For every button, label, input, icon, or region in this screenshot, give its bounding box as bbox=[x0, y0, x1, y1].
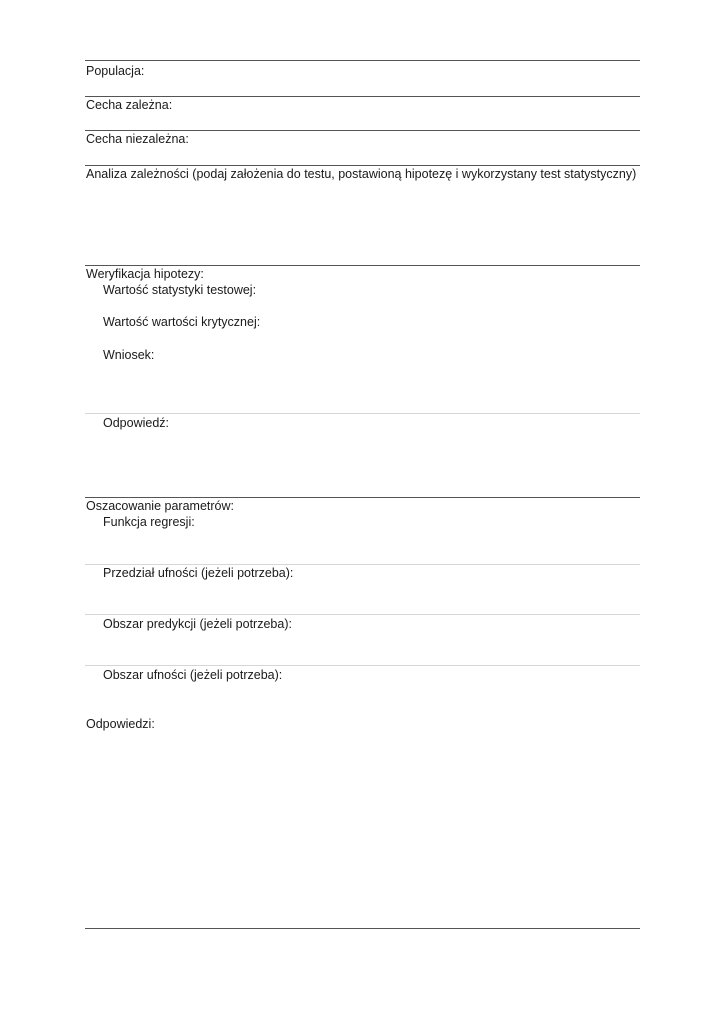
krytyczna-label: Wartość wartości krytycznej: bbox=[103, 315, 261, 329]
divider bbox=[85, 928, 640, 929]
funkcja-label: Funkcja regresji: bbox=[103, 515, 195, 529]
populacja-label: Populacja: bbox=[86, 64, 145, 78]
divider bbox=[85, 665, 640, 666]
przedzial-label: Przedział ufności (jeżeli potrzeba): bbox=[103, 566, 294, 580]
divider bbox=[85, 413, 640, 414]
cecha-zalezna-label: Cecha zależna: bbox=[86, 98, 173, 112]
divider bbox=[85, 60, 640, 61]
ufnosci-label: Obszar ufności (jeżeli potrzeba): bbox=[103, 668, 283, 682]
divider bbox=[85, 564, 640, 565]
divider bbox=[85, 130, 640, 131]
analiza-label: Analiza zależności (podaj założenia do testu, postawioną hipotezę i wykorzystany test statystyczny) bbox=[86, 167, 637, 181]
divider bbox=[85, 497, 640, 498]
odpowiedz-label: Odpowiedź: bbox=[103, 416, 170, 430]
cecha-niezalezna-label: Cecha niezależna: bbox=[86, 132, 189, 146]
statystyka-label: Wartość statystyki testowej: bbox=[103, 283, 257, 297]
weryfikacja-title: Weryfikacja hipotezy: bbox=[86, 267, 204, 281]
divider bbox=[85, 96, 640, 97]
predykcja-label: Obszar predykcji (jeżeli potrzeba): bbox=[103, 617, 292, 631]
divider bbox=[85, 614, 640, 615]
odpowiedzi-label: Odpowiedzi: bbox=[86, 717, 155, 731]
divider bbox=[85, 265, 640, 266]
wniosek-label: Wniosek: bbox=[103, 348, 155, 362]
divider bbox=[85, 165, 640, 166]
oszacowanie-title: Oszacowanie parametrów: bbox=[86, 499, 234, 513]
